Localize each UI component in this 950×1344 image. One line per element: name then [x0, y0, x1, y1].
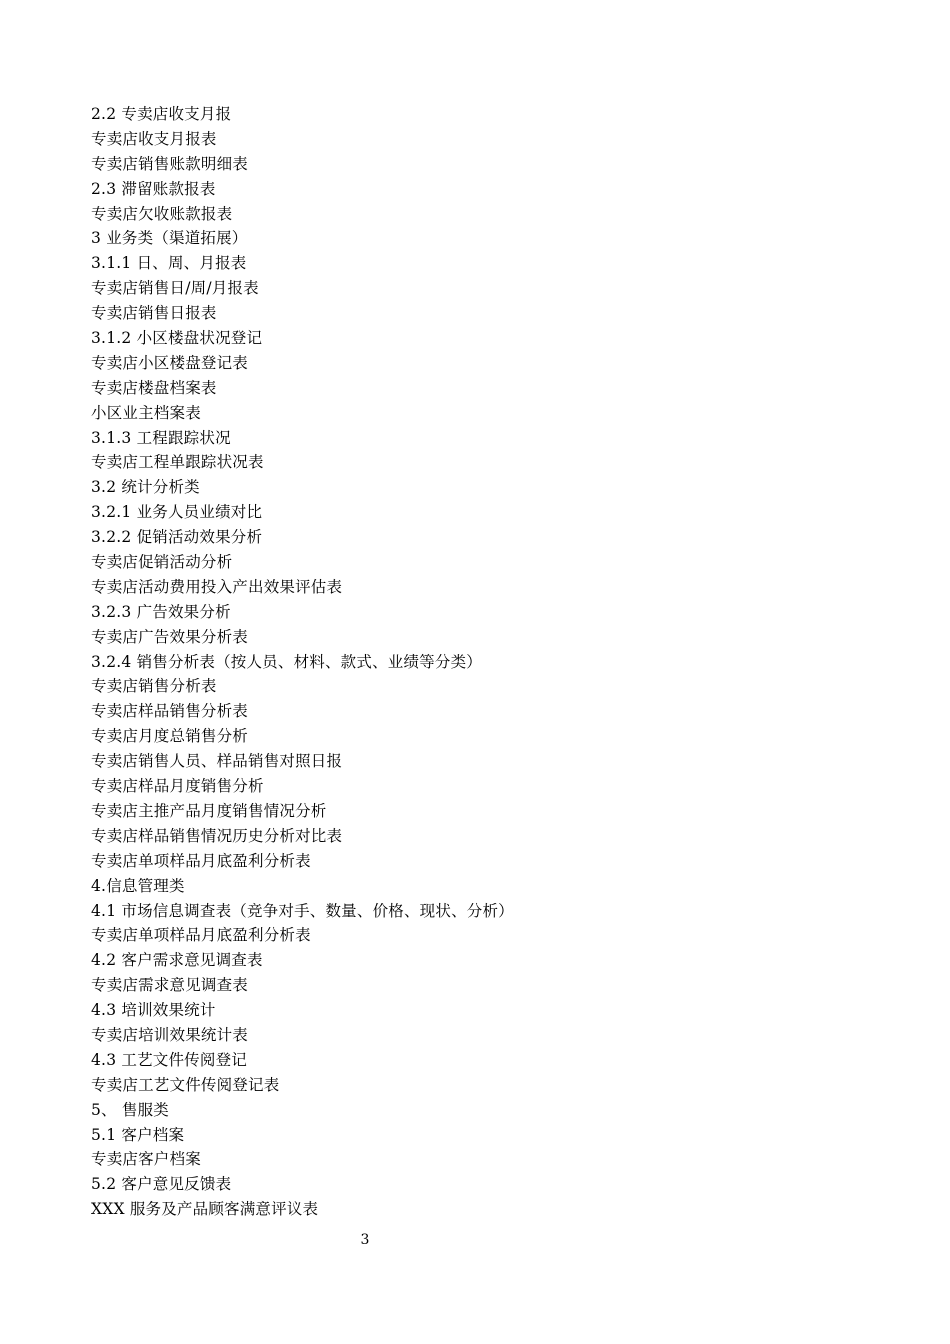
text-line: XXX 服务及产品顾客满意评议表: [91, 1200, 319, 1219]
text-line: 专卖店工艺文件传阅登记表: [91, 1075, 280, 1094]
text-line: 3.1.1 日、周、月报表: [91, 254, 247, 273]
text-line: 专卖店收支月报表: [91, 129, 217, 148]
text-line: 专卖店销售账款明细表: [91, 154, 249, 173]
page-number: 3: [360, 1232, 370, 1248]
text-line: 5.1 客户档案: [91, 1125, 185, 1144]
text-line: 3.1.2 小区楼盘状况登记: [91, 329, 263, 348]
text-line: 专卖店促销活动分析: [91, 553, 233, 572]
text-line: 专卖店样品销售分析表: [91, 702, 249, 721]
text-line: 专卖店样品销售情况历史分析对比表: [91, 826, 343, 845]
text-line: 专卖店单项样品月底盈利分析表: [91, 926, 311, 945]
text-line: 专卖店楼盘档案表: [91, 378, 217, 397]
text-line: 专卖店样品月度销售分析: [91, 777, 264, 796]
text-line: 5、 售服类: [91, 1100, 169, 1119]
text-line: 4.3 培训效果统计: [91, 1001, 216, 1020]
text-line: 专卖店主推产品月度销售情况分析: [91, 801, 327, 820]
text-line: 3.2.1 业务人员业绩对比: [91, 503, 263, 522]
text-line: 小区业主档案表: [91, 403, 201, 422]
text-line: 专卖店需求意见调查表: [91, 976, 249, 995]
text-line: 专卖店单项样品月底盈利分析表: [91, 851, 311, 870]
text-line: 3.2.3 广告效果分析: [91, 602, 231, 621]
text-line: 4.信息管理类: [91, 876, 185, 895]
text-line: 3.2.4 销售分析表（按人员、材料、款式、业绩等分类）: [91, 652, 482, 671]
text-line: 专卖店月度总销售分析: [91, 727, 249, 746]
text-line: 专卖店培训效果统计表: [91, 1025, 249, 1044]
text-line: 2.3 滞留账款报表: [91, 179, 216, 198]
text-line: 专卖店广告效果分析表: [91, 627, 249, 646]
text-line: 专卖店客户档案: [91, 1150, 201, 1169]
text-line: 3.2.2 促销活动效果分析: [91, 528, 263, 547]
text-line: 专卖店销售日报表: [91, 304, 217, 323]
text-line: 3.2 统计分析类: [91, 478, 200, 497]
text-line: 专卖店销售日/周/月报表: [91, 279, 259, 298]
text-line: 4.3 工艺文件传阅登记: [91, 1050, 247, 1069]
text-line: 专卖店欠收账款报表: [91, 204, 233, 223]
text-line: 专卖店销售分析表: [91, 677, 217, 696]
text-line: 4.2 客户需求意见调查表: [91, 951, 263, 970]
text-line: 3 业务类（渠道拓展）: [91, 229, 248, 248]
text-line: 专卖店工程单跟踪状况表: [91, 453, 264, 472]
text-line: 5.2 客户意见反馈表: [91, 1175, 232, 1194]
document-body: [91, 102, 871, 1222]
text-line: 2.2 专卖店收支月报: [91, 105, 232, 123]
text-line: 专卖店销售人员、样品销售对照日报: [91, 752, 343, 771]
text-line: 4.1 市场信息调查表（竞争对手、数量、价格、现状、分析）: [91, 901, 514, 920]
text-line: 专卖店小区楼盘登记表: [91, 353, 249, 372]
text-line: 专卖店活动费用投入产出效果评估表: [91, 577, 343, 596]
text-line: 3.1.3 工程跟踪状况: [91, 428, 231, 447]
